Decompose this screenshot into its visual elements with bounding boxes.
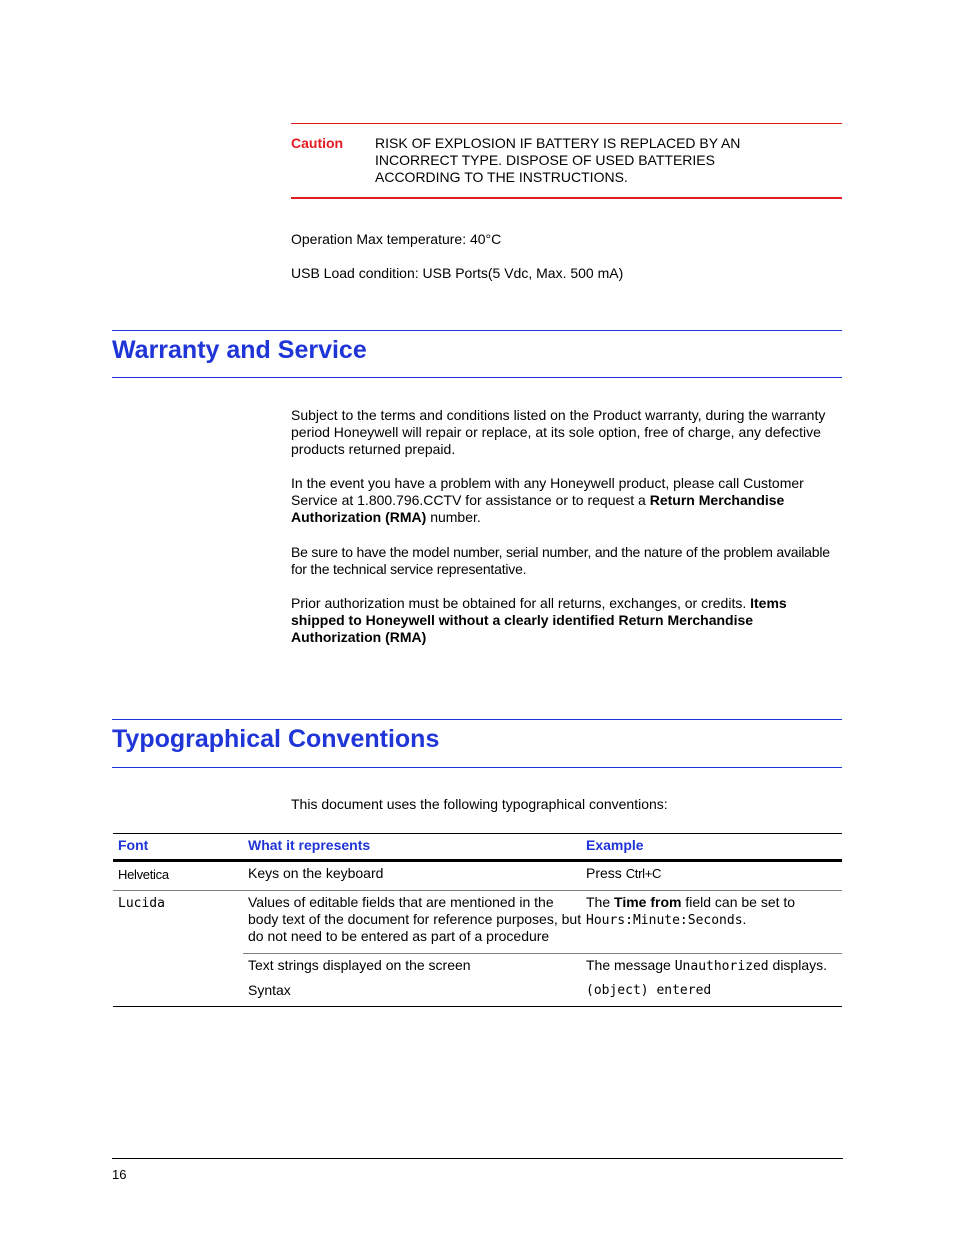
example-mono: Hours:Minute:Seconds: [586, 913, 743, 928]
row-divider: [243, 953, 842, 954]
example-text: .: [742, 911, 747, 927]
warranty-paragraph-4: [291, 595, 843, 646]
caution-label: Caution: [291, 135, 344, 151]
warranty-paragraph-3: Be sure to have the model number, serial number, and the nature of the problem available for the technical service representative.: [291, 544, 830, 577]
section-rule-bottom: [112, 377, 842, 378]
caution-text: RISK OF EXPLOSION IF BATTERY IS REPLACED BY AN INCORRECT TYPE. DISPOSE OF USED BATTERIES ACCORDING TO THE INSTRUCTIONS.: [375, 135, 741, 185]
table-cell-represents: Keys on the keyboard: [248, 865, 384, 881]
footer-rule: [112, 1158, 843, 1159]
header-represents: What it represents: [248, 837, 371, 853]
table-cell-example: [586, 957, 827, 975]
example-key: Ctrl+C: [625, 866, 662, 881]
caution-box: [291, 123, 842, 199]
example-mono: Unauthorized: [674, 959, 769, 974]
conventions-table: [113, 833, 842, 1007]
warranty-p2-text: In the event you have a problem with any Honeywell product, please call Customer Service at 1.800.796.CCTV for assistance or to request a: [291, 475, 804, 508]
example-text: Press: [586, 865, 626, 881]
warranty-p4-bold: Items shipped to Honeywell without a clearly identified Return Merchandise Authorization (RMA): [291, 595, 787, 645]
table-cell-represents: Values of editable fields that are mentioned in the body text of the document for reference purposes, but do not need to be entered as part of a procedure: [248, 894, 582, 944]
table-cell-example: (object) entered: [586, 983, 712, 998]
example-bold: Time from: [614, 894, 682, 910]
table-cell-represents: Text strings displayed on the screen: [248, 957, 471, 973]
rma-bold: Return Merchandise Authorization (RMA): [291, 492, 785, 525]
header-rule: [113, 859, 842, 862]
section-rule-bottom: [112, 767, 842, 768]
row-divider: [113, 890, 842, 891]
section-rule-top: [112, 719, 842, 720]
typo-title: Typographical Conventions: [112, 725, 440, 753]
table-cell-represents: Syntax: [248, 982, 291, 998]
usb-load-text: USB Load condition: USB Ports(5 Vdc, Max. 500 mA): [291, 265, 624, 281]
table-cell-font: Helvetica: [118, 867, 169, 882]
max-temperature-text: Operation Max temperature: 40°C: [291, 231, 502, 247]
warranty-paragraph-2: [291, 475, 843, 526]
typo-intro: This document uses the following typographical conventions:: [291, 796, 668, 812]
warranty-p4-text: Prior authorization must be obtained for all returns, exchanges, or credits.: [291, 595, 751, 611]
table-cell-font: Lucida: [118, 896, 165, 911]
example-text: The: [586, 894, 615, 910]
warranty-p2-end: number.: [426, 509, 481, 525]
example-text: displays.: [768, 957, 827, 973]
header-font: Font: [118, 837, 149, 853]
example-text: field can be set to: [681, 894, 796, 910]
table-cell-example: [586, 894, 842, 929]
example-text: The message: [586, 957, 675, 973]
table-cell-example: [586, 865, 661, 882]
warranty-title: Warranty and Service: [112, 336, 367, 364]
section-rule-top: [112, 330, 842, 331]
header-example: Example: [586, 837, 644, 853]
warranty-paragraph-1: Subject to the terms and conditions listed on the Product warranty, during the warranty period Honeywell will repair or replace, at its sole option, free of charge, any defective products returned prepaid.: [291, 407, 826, 457]
page-number: 16: [112, 1167, 127, 1182]
